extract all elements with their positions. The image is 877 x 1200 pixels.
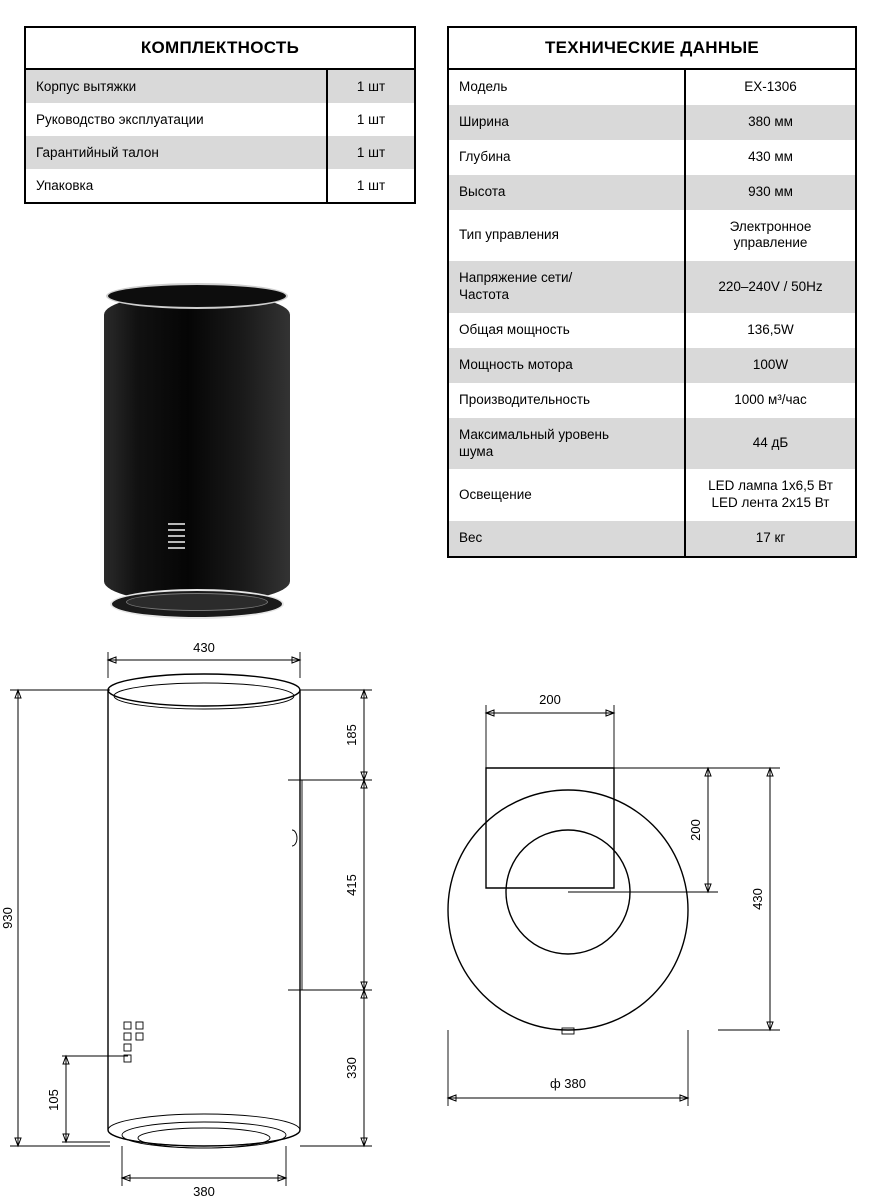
kit-table-title-row bbox=[26, 28, 414, 69]
table-row bbox=[26, 169, 414, 202]
dim-total-height: 930 bbox=[0, 907, 15, 929]
tech-row-label: Производительность bbox=[449, 383, 685, 418]
table-row bbox=[449, 261, 855, 313]
tech-row-label: Тип управления bbox=[449, 210, 685, 262]
tech-row-value: 930 мм bbox=[685, 175, 855, 210]
kit-table-title: КОМПЛЕКТНОСТЬ bbox=[26, 28, 414, 69]
dim-diameter: ф 380 bbox=[550, 1076, 586, 1091]
tech-row-label: Мощность мотора bbox=[449, 348, 685, 383]
tech-row-value: 44 дБ bbox=[685, 418, 855, 470]
tech-row-value-line2: управление bbox=[733, 235, 808, 251]
top-view-drawing bbox=[418, 680, 873, 1150]
table-row bbox=[449, 313, 855, 348]
tech-row-label bbox=[449, 261, 685, 313]
tech-row-label-line1: Максимальный уровень bbox=[459, 426, 610, 442]
tech-row-label: Глубина bbox=[449, 140, 685, 175]
dim-duct-width: 200 bbox=[539, 692, 561, 707]
dim-seg-top: 185 bbox=[344, 724, 359, 746]
hood-control-panel bbox=[168, 523, 198, 565]
tech-row-value-line1: Электронное bbox=[729, 218, 812, 234]
table-row bbox=[26, 136, 414, 169]
hood-bottom-inner-ring bbox=[126, 593, 268, 611]
front-view-drawing bbox=[0, 630, 420, 1200]
tech-row-label-line2: шума bbox=[459, 443, 494, 459]
tech-row-value: 17 кг bbox=[685, 521, 855, 556]
table-row bbox=[449, 418, 855, 470]
tech-row-label-line2: Частота bbox=[459, 287, 510, 303]
dim-seg-bottom: 330 bbox=[344, 1057, 359, 1079]
tech-row-label: Освещение bbox=[449, 469, 685, 521]
product-photo bbox=[104, 283, 290, 613]
dim-top-width: 430 bbox=[193, 640, 215, 655]
tech-row-value-line2: LED лента 2x15 Вт bbox=[711, 495, 830, 511]
table-row bbox=[449, 175, 855, 210]
table-row bbox=[449, 469, 855, 521]
kit-row-qty: 1 шт bbox=[356, 178, 386, 193]
table-row bbox=[449, 140, 855, 175]
table-row bbox=[449, 210, 855, 262]
dim-seg-mid: 415 bbox=[344, 874, 359, 896]
tech-row-value: 380 мм bbox=[685, 105, 855, 140]
tech-row-value bbox=[685, 210, 855, 262]
table-row bbox=[26, 103, 414, 136]
tech-row-value bbox=[685, 469, 855, 521]
tech-row-value-line1: LED лампа 1x6,5 Вт bbox=[708, 478, 833, 494]
tech-row-value: 220–240V / 50Hz bbox=[685, 261, 855, 313]
tech-row-label: Модель bbox=[449, 69, 685, 105]
tech-row-label: Ширина bbox=[449, 105, 685, 140]
dim-seg-panel: 105 bbox=[46, 1089, 61, 1111]
kit-row-label: Гарантийный талон bbox=[26, 136, 327, 169]
table-row bbox=[26, 69, 414, 103]
tech-row-label: Высота bbox=[449, 175, 685, 210]
dim-overall-depth: 430 bbox=[750, 888, 765, 910]
kit-row-label: Упаковка bbox=[26, 169, 327, 202]
table-row bbox=[449, 521, 855, 556]
dim-duct-depth: 200 bbox=[688, 819, 703, 841]
dim-bottom-width: 380 bbox=[193, 1184, 215, 1199]
hood-top-rim bbox=[106, 283, 288, 309]
tech-row-value: 136,5W bbox=[747, 322, 794, 337]
tech-table-title: ТЕХНИЧЕСКИЕ ДАННЫЕ bbox=[449, 28, 855, 69]
tech-row-value: EX-1306 bbox=[744, 79, 797, 94]
kit-row-qty: 1 шт bbox=[327, 69, 414, 103]
tech-row-value: 1000 м³/час bbox=[734, 391, 807, 407]
tech-table bbox=[447, 26, 857, 558]
tech-row-label: Вес bbox=[449, 521, 685, 556]
tech-table-title-row bbox=[449, 28, 855, 69]
tech-row-label bbox=[449, 418, 685, 470]
table-row bbox=[449, 69, 855, 105]
kit-table bbox=[24, 26, 416, 204]
table-row bbox=[449, 348, 855, 383]
tech-row-value: 430 мм bbox=[748, 148, 793, 164]
tech-row-label-line1: Напряжение сети/ bbox=[459, 270, 573, 286]
kit-row-qty: 1 шт bbox=[327, 136, 414, 169]
table-row bbox=[449, 383, 855, 418]
tech-row-label: Общая мощность bbox=[449, 313, 685, 348]
table-row bbox=[449, 105, 855, 140]
kit-row-qty: 1 шт bbox=[356, 112, 386, 127]
kit-row-label: Корпус вытяжки bbox=[26, 69, 327, 103]
kit-row-label: Руководство эксплуатации bbox=[26, 103, 327, 136]
tech-row-value: 100W bbox=[685, 348, 855, 383]
